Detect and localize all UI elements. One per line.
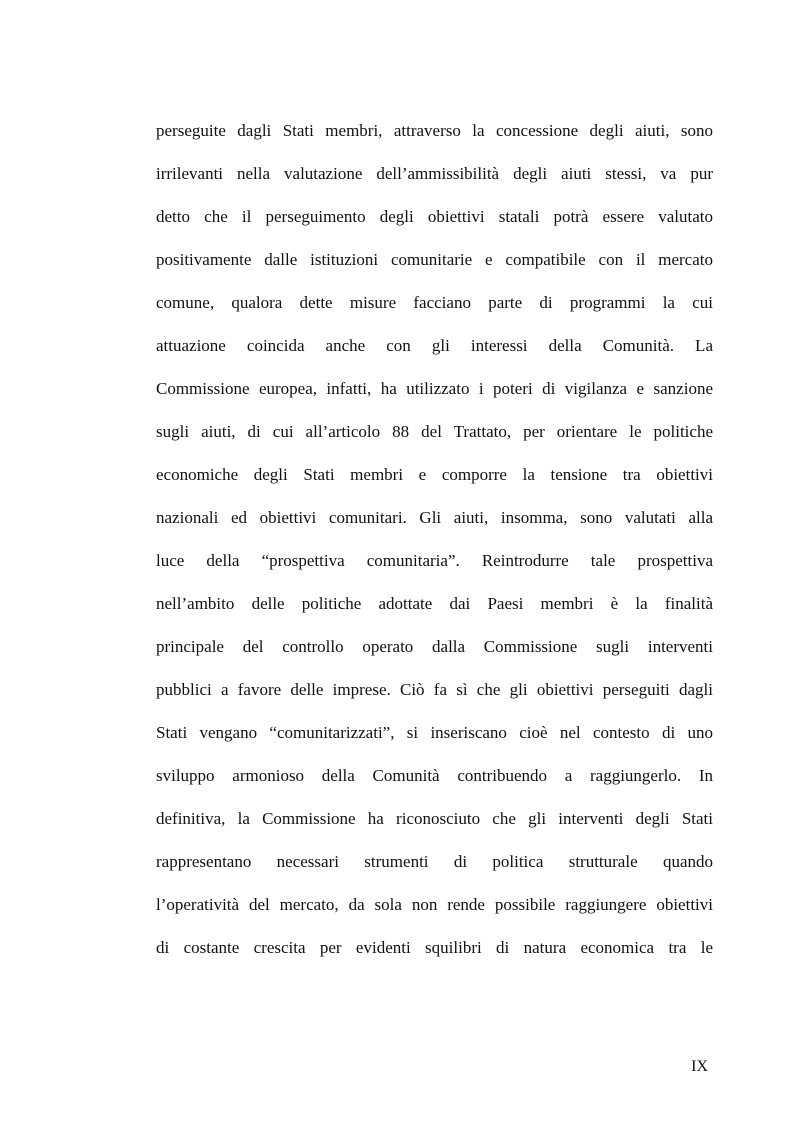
text-line: rappresentano necessari strumenti di politica strutturale quando (156, 852, 713, 871)
text-line: nell’ambito delle politiche adottate dai Paesi membri è la finalità (156, 594, 713, 613)
text-line: sugli aiuti, di cui all’articolo 88 del Trattato, per orientare le politiche (156, 422, 713, 441)
text-line: nazionali ed obiettivi comunitari. Gli aiuti, insomma, sono valutati alla (156, 508, 713, 527)
text-line: economiche degli Stati membri e comporre la tensione tra obiettivi (156, 465, 713, 484)
text-line: principale del controllo operato dalla Commissione sugli interventi (156, 637, 713, 656)
text-line: positivamente dalle istituzioni comunitarie e compatibile con il mercato (156, 250, 713, 269)
text-line: attuazione coincida anche con gli interessi della Comunità. La (156, 336, 713, 355)
text-line: comune, qualora dette misure facciano parte di programmi la cui (156, 293, 713, 312)
text-line: definitiva, la Commissione ha riconosciuto che gli interventi degli Stati (156, 809, 713, 828)
text-line: detto che il perseguimento degli obiettivi statali potrà essere valutato (156, 207, 713, 226)
text-line: sviluppo armonioso della Comunità contribuendo a raggiungerlo. In (156, 766, 713, 785)
text-line: irrilevanti nella valutazione dell’ammissibilità degli aiuti stessi, va pur (156, 164, 713, 183)
text-line: Commissione europea, infatti, ha utilizzato i poteri di vigilanza e sanzione (156, 379, 713, 398)
text-line: pubblici a favore delle imprese. Ciò fa sì che gli obiettivi perseguiti dagli (156, 680, 713, 699)
text-line: di costante crescita per evidenti squilibri di natura economica tra le (156, 938, 713, 957)
text-line: luce della “prospettiva comunitaria”. Reintrodurre tale prospettiva (156, 551, 713, 570)
page-number: IX (691, 1058, 708, 1075)
text-line: Stati vengano “comunitarizzati”, si inseriscano cioè nel contesto di uno (156, 723, 713, 742)
text-line: l’operatività del mercato, da sola non rende possibile raggiungere obiettivi (156, 895, 713, 914)
body-text (156, 114, 713, 974)
text-line: perseguite dagli Stati membri, attraverso la concessione degli aiuti, sono (156, 121, 713, 140)
